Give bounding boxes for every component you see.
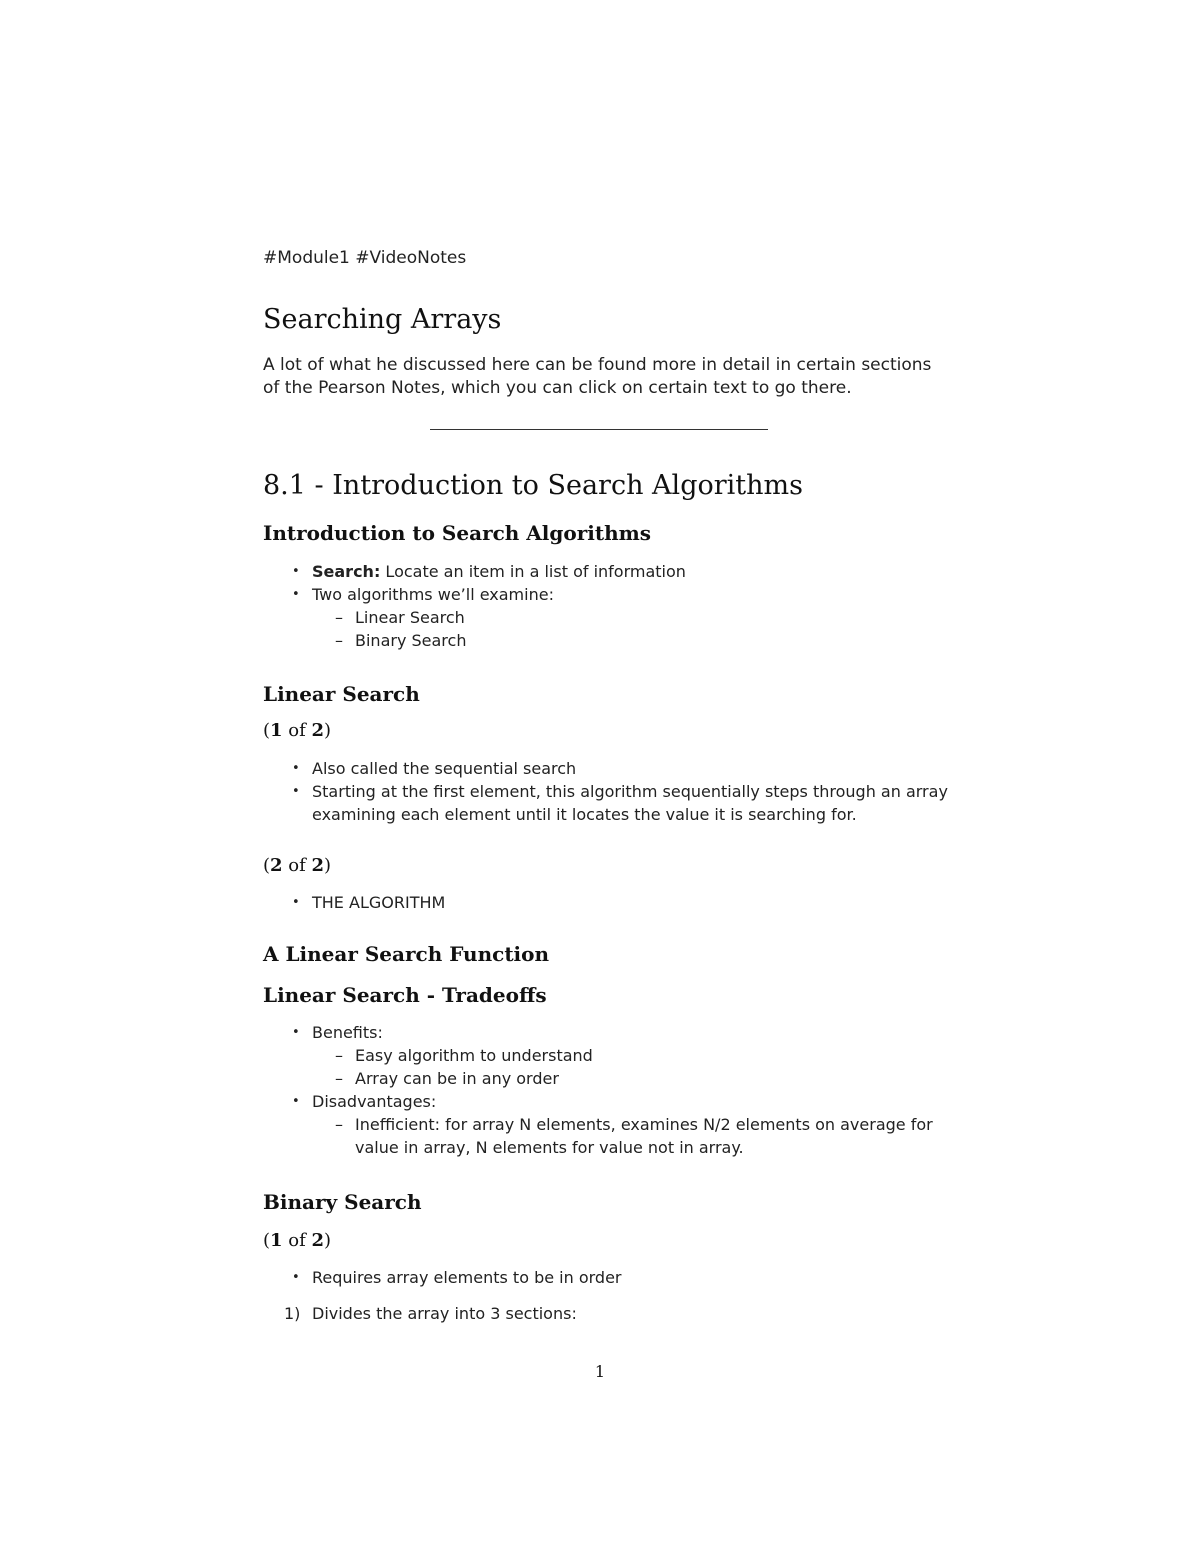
intro-paragraph: A lot of what he discussed here can be found more in detail in certain sections of the Pearson Notes, which you can click on certain text to go there. (263, 355, 932, 398)
part-label-open: ( (263, 1230, 271, 1251)
search-definition: Locate an item in a list of information (380, 562, 686, 581)
tradeoffs-heading: Linear Search - Tradeoffs (263, 983, 547, 1007)
part-label-number: 2 (270, 855, 283, 876)
binary-list (312, 1266, 952, 1289)
list-item: • Also called the sequential search (312, 757, 952, 780)
part-label-of: of (282, 855, 312, 876)
linear-function-heading: A Linear Search Function (263, 942, 550, 966)
part-label-open: ( (263, 855, 271, 876)
part-label-of: of (282, 1230, 312, 1251)
part-label-close: ) (324, 855, 332, 876)
part-label-number: 1 (270, 720, 283, 741)
section-title: 8.1 - Introduction to Search Algorithms (263, 470, 803, 501)
document-tags: #Module1 #VideoNotes (263, 248, 467, 268)
sub-list-item: – Inefficient: for array N elements, examines N/2 elements on average for value in array, N elements for value not in array. (355, 1113, 952, 1159)
sub-list-item: – Array can be in any order (355, 1067, 952, 1090)
sub-list (355, 1044, 952, 1090)
part-label-total: 2 (311, 720, 325, 741)
part-label-total: 2 (311, 855, 325, 876)
linear-list-1 (312, 757, 952, 826)
intro-list (312, 560, 952, 652)
part-label-total: 2 (311, 1230, 325, 1251)
sub-list (355, 606, 952, 652)
list-item (312, 1021, 952, 1090)
list-item (312, 560, 952, 583)
list-item: • Starting at the first element, this algorithm sequentially steps through an array examining each element until it locates the value it is searching for. (312, 780, 952, 826)
part-label-close: ) (324, 1230, 332, 1251)
tradeoffs-list (312, 1021, 952, 1159)
numbered-item (284, 1302, 952, 1325)
intro-heading: Introduction to Search Algorithms (263, 521, 652, 545)
list-item (312, 583, 952, 652)
linear-search-heading: Linear Search (263, 682, 420, 706)
benefits-label: Benefits: (312, 1023, 383, 1042)
item-number: 1) (284, 1304, 301, 1323)
page-title: Searching Arrays (263, 304, 502, 335)
binary-part-1-label (263, 1230, 331, 1251)
linear-part-2-label (263, 855, 331, 876)
search-term: Search: (312, 562, 381, 581)
list-item: • THE ALGORITHM (312, 891, 952, 914)
binary-search-heading: Binary Search (263, 1190, 422, 1214)
part-label-close: ) (324, 720, 332, 741)
page-number: 1 (594, 1362, 606, 1381)
list-item-text: Two algorithms we’ll examine: (312, 585, 554, 604)
part-label-open: ( (263, 720, 271, 741)
sub-list (355, 1113, 952, 1159)
part-label-number: 1 (270, 1230, 283, 1251)
horizontal-rule (430, 429, 768, 430)
sub-list-item: – Linear Search (355, 606, 952, 629)
disadvantages-label: Disadvantages: (312, 1092, 437, 1111)
linear-part-1-label (263, 720, 331, 741)
numbered-item-text: Divides the array into 3 sections: (312, 1304, 577, 1323)
list-item (312, 1090, 952, 1159)
sub-list-item: – Binary Search (355, 629, 952, 652)
binary-numbered-list (284, 1302, 952, 1325)
linear-list-2 (312, 891, 952, 914)
list-item: • Requires array elements to be in order (312, 1266, 952, 1289)
sub-list-item: – Easy algorithm to understand (355, 1044, 952, 1067)
part-label-of: of (282, 720, 312, 741)
